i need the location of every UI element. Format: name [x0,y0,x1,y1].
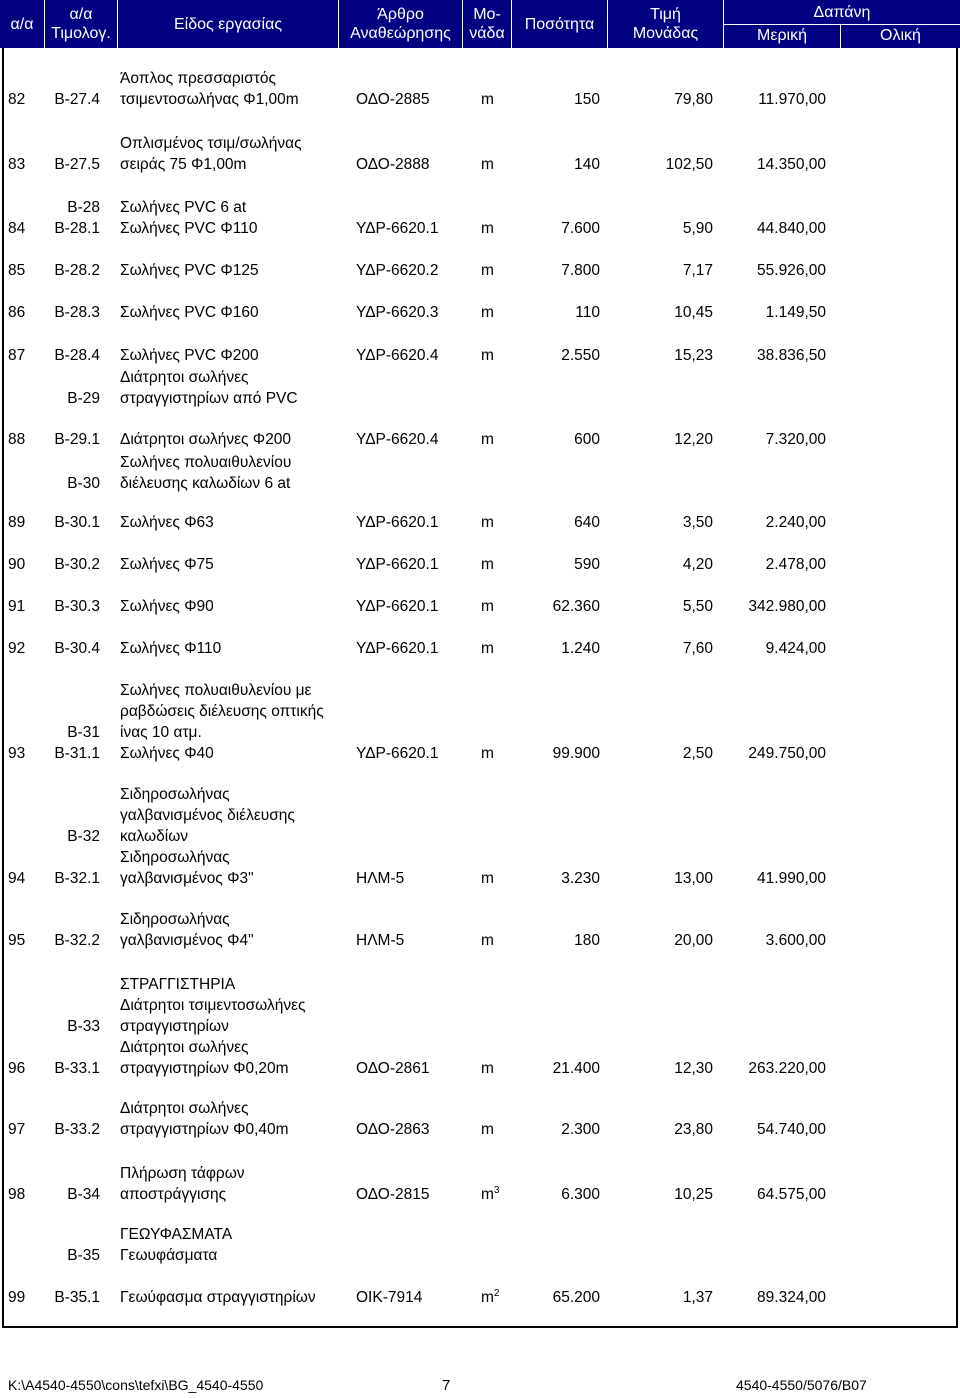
row-aa: 90 [8,556,26,573]
row-partial-cost: 44.840,00 [757,220,826,237]
row-description-line: στραγγιστηρίων από PVC [120,390,298,407]
table-row [0,1098,960,1140]
row-aa: 83 [8,156,26,173]
row-description-line: Σωλήνες Φ75 [120,556,214,573]
row-quantity: 2.550 [561,347,600,364]
table-row [0,197,960,218]
row-unit [481,218,494,239]
header-quantity [512,0,607,48]
row-unit-value: m [481,640,494,657]
row-unit-value: m [481,1186,494,1203]
row-unit-price: 2,50 [682,745,713,762]
table-row [0,345,960,366]
row-description-line: Σωλήνες PVC Φ110 [120,220,258,237]
row-quantity: 590 [574,556,600,573]
row-article: ΗΛΜ-5 [356,932,405,949]
table-row [0,133,960,175]
footer-path: K:\A4540-4550\cons\tefxi\BG_4540-4550 [8,1377,264,1393]
header-article-line1: Άρθρο [377,6,424,23]
header-article [339,0,462,48]
row-code: Β-29.1 [54,431,100,448]
row-code: Β-31 [67,724,100,741]
row-article: ΥΔΡ-6620.1 [356,556,439,573]
row-article: ΥΔΡ-6620.1 [356,745,439,762]
header-aa-timolog [45,0,117,48]
row-aa: 88 [8,431,26,448]
row-description-line: Διάτρητοι σωλήνες Φ200 [120,431,291,448]
row-partial-cost: 41.990,00 [757,870,826,887]
row-aa: 94 [8,870,26,887]
row-partial-cost: 249.750,00 [748,745,826,762]
header-unit [463,0,511,48]
row-partial-cost: 2.240,00 [765,514,826,531]
row-quantity: 110 [575,304,600,321]
row-quantity: 7.600 [561,220,600,237]
row-article: ΟΙΚ-7914 [356,1289,423,1306]
row-description-line: Διάτρητοι τσιμεντοσωλήνες [120,997,306,1014]
row-code: Β-30.3 [54,598,100,615]
row-partial-cost: 11.970,00 [758,91,826,108]
row-unit-value: m [481,870,494,887]
row-article: ΥΔΡ-6620.3 [356,304,439,321]
header-aa-timolog-line1: α/α [69,6,93,23]
table-row [0,1163,960,1205]
row-unit-value: m [481,220,494,237]
row-unit [481,1184,499,1205]
row-description-line: Σωλήνες Φ40 [120,745,214,762]
header-cost [724,0,960,24]
table-row [0,429,960,450]
row-description-line: Σωλήνες Φ110 [120,640,222,657]
row-partial-cost: 2.478,00 [765,556,826,573]
footer-reference: 4540-4550/5076/B07 [736,1377,867,1393]
row-unit-price: 1,37 [682,1289,713,1306]
row-description-line: Γεωυφάσματα [120,1247,218,1264]
row-partial-cost: 55.926,00 [757,262,826,279]
table-row [0,974,960,1037]
row-aa: 96 [8,1060,26,1077]
row-quantity: 65.200 [552,1289,600,1306]
row-unit-value: m [481,347,494,364]
row-unit-price: 20,00 [674,932,713,949]
row-description-line: Σωλήνες PVC Φ160 [120,304,259,321]
row-quantity: 640 [574,514,600,531]
row-unit-price: 79,80 [674,91,713,108]
row-aa: 93 [8,745,26,762]
row-aa: 87 [8,347,26,364]
row-article: ΟΔΟ-2861 [356,1060,430,1077]
row-aa: 91 [8,598,26,615]
row-aa: 95 [8,932,26,949]
footer-page-number: 7 [442,1377,451,1394]
row-partial-cost: 342.980,00 [748,598,826,615]
row-unit [481,1287,499,1308]
row-unit-value: m [481,1121,494,1138]
row-aa: 97 [8,1121,26,1138]
row-description-line: σειράς 75 Φ1,00m [120,156,247,173]
row-article: ΥΔΡ-6620.1 [356,220,439,237]
row-unit [481,345,494,366]
row-quantity: 600 [574,431,600,448]
row-unit-price: 10,25 [674,1186,713,1203]
row-unit-value: m [481,262,494,279]
header-aa [0,0,44,48]
row-code: Β-27.4 [54,91,100,108]
row-description-line: γαλβανισμένος Φ4" [120,932,254,949]
row-code: Β-30.1 [54,514,100,531]
row-unit [481,1058,494,1079]
row-article: ΟΔΟ-2885 [356,91,430,108]
row-unit-price: 5,90 [682,220,713,237]
row-unit-price: 4,20 [682,556,713,573]
table-row [0,452,960,494]
row-code: Β-28 [67,199,100,216]
row-partial-cost: 9.424,00 [765,640,826,657]
table-row [0,596,960,617]
row-unit-price: 7,60 [682,640,713,657]
row-unit [481,930,494,951]
table-row [0,743,960,764]
row-unit-value: m [481,156,494,173]
row-quantity: 62.360 [552,598,600,615]
row-description-line: Σιδηροσωλήνας [120,911,230,928]
row-aa: 84 [8,220,26,237]
row-unit-price: 102,50 [665,156,713,173]
row-aa: 99 [8,1289,26,1306]
row-description-line: Γεωύφασμα στραγγιστηρίων [120,1289,316,1306]
row-unit-value: m [481,514,494,531]
row-code: Β-32.2 [54,932,100,949]
row-partial-cost: 14.350,00 [757,156,826,173]
row-description-line: ΓΕΩΥΦΑΣΜΑΤΑ [120,1226,233,1243]
row-article: ΥΔΡ-6620.1 [356,514,439,531]
row-unit-exponent: 3 [493,1185,500,1196]
row-partial-cost: 3.600,00 [765,932,826,949]
table-row [0,1037,960,1079]
row-quantity: 6.300 [561,1186,600,1203]
table-row [0,260,960,281]
row-unit-exponent: 2 [493,1288,500,1299]
row-code: Β-33.2 [54,1121,100,1138]
table-row [0,680,960,743]
row-aa: 85 [8,262,26,279]
row-unit [481,638,494,659]
table-row [0,218,960,239]
row-description-line: Σιδηροσωλήνας [120,786,230,803]
row-description-line: Σωλήνες Φ90 [120,598,214,615]
row-article: ΟΔΟ-2863 [356,1121,430,1138]
row-unit-price: 12,20 [674,431,713,448]
row-unit [481,429,494,450]
row-description-line: ΣΤΡΑΓΓΙΣΤΗΡΙΑ [120,976,236,993]
row-unit-price: 5,50 [682,598,713,615]
row-partial-cost: 1.149,50 [765,304,826,321]
row-unit [481,512,494,533]
row-quantity: 3.230 [561,870,600,887]
row-description-line: τσιμεντοσωλήνας Φ1,00m [120,91,299,108]
row-partial-cost: 89.324,00 [757,1289,826,1306]
header-partial-label: Μερική [756,27,807,44]
row-description-line: Διάτρητοι σωλήνες [120,1100,249,1117]
row-unit-value: m [481,556,494,573]
row-description-line: Σιδηροσωλήνας [120,849,230,866]
row-quantity: 21.400 [552,1060,600,1077]
header-unit-line2: νάδα [469,25,505,42]
row-partial-cost: 7.320,00 [765,431,826,448]
row-unit [481,554,494,575]
row-partial-cost: 263.220,00 [748,1060,826,1077]
row-description-line: διέλευσης καλωδίων 6 at [120,475,291,492]
row-article: ΥΔΡ-6620.1 [356,598,439,615]
row-quantity: 150 [574,91,600,108]
header-unit-price [608,0,723,48]
row-article: ΟΔΟ-2815 [356,1186,430,1203]
row-quantity: 99.900 [552,745,600,762]
row-quantity: 7.800 [561,262,600,279]
table-row [0,68,960,110]
row-unit-value: m [481,91,494,108]
row-code: Β-30.2 [54,556,100,573]
row-unit-value: m [481,304,494,321]
row-description-line: Άοπλος πρεσσαριστός [120,70,276,87]
row-unit [481,1119,494,1140]
row-code: Β-34 [67,1186,100,1203]
row-unit [481,260,494,281]
table-row [0,638,960,659]
row-unit-price: 23,80 [674,1121,713,1138]
row-unit [481,154,494,175]
table-row [0,302,960,323]
row-code: Β-28.2 [54,262,100,279]
row-article: ΟΔΟ-2888 [356,156,430,173]
row-description-line: γαλβανισμένος διέλευσης [120,807,295,824]
row-unit-price: 3,50 [682,514,713,531]
row-aa: 92 [8,640,26,657]
row-aa: 82 [8,91,26,108]
row-description-line: Διάτρητοι σωλήνες [120,369,249,386]
row-description-line: αποστράγγισης [120,1186,227,1203]
header-work-type [118,0,338,48]
header-partial [724,24,840,48]
row-unit [481,302,494,323]
row-unit-price: 13,00 [674,870,713,887]
header-aa-timolog-line2: Τιμολογ. [51,25,111,42]
row-description-line: στραγγιστηρίων Φ0,40m [120,1121,289,1138]
row-unit-price: 12,30 [674,1060,713,1077]
row-article: ΥΔΡ-6620.1 [356,640,439,657]
header-cost-label: Δαπάνη [813,3,871,21]
header-unit-price-line2: Μονάδας [632,25,699,42]
row-code: Β-35 [67,1247,100,1264]
row-description-line: ραβδώσεις διέλευσης οπτικής [120,703,324,720]
row-code: Β-32.1 [54,870,100,887]
row-description-line: Οπλισμένος τσιμ/σωλήνας [120,135,302,152]
row-partial-cost: 64.575,00 [757,1186,826,1203]
header-quantity-label: Ποσότητα [524,15,595,33]
row-code: Β-27.5 [54,156,100,173]
row-description-line: Σωλήνες πολυαιθυλενίου με [120,682,312,699]
row-unit-price: 7,17 [682,262,713,279]
row-description-line: Διάτρητοι σωλήνες [120,1039,249,1056]
header-unit-line1: Μο- [473,6,501,23]
row-code: Β-28.1 [54,220,100,237]
row-unit [481,596,494,617]
row-description-line: καλωδίων [120,828,189,845]
row-code: Β-30 [67,475,100,492]
row-code: Β-32 [67,828,100,845]
row-description-line: γαλβανισμένος Φ3" [120,870,254,887]
row-unit-price: 15,23 [674,347,713,364]
row-partial-cost: 54.740,00 [757,1121,826,1138]
row-unit [481,868,494,889]
row-code: Β-28.3 [54,304,100,321]
row-description-line: Σωλήνες Φ63 [120,514,214,531]
table-row [0,554,960,575]
header-unit-price-line1: Τιμή [650,6,681,23]
table-row [0,512,960,533]
row-unit-value: m [481,1060,494,1077]
row-aa: 98 [8,1186,26,1203]
row-code: Β-33 [67,1018,100,1035]
row-description-line: ίνας 10 ατμ. [120,724,202,741]
row-quantity: 1.240 [561,640,600,657]
row-description-line: Σωλήνες PVC Φ125 [120,262,259,279]
row-unit-value: m [481,1289,494,1306]
row-unit-value: m [481,598,494,615]
table-row [0,909,960,951]
row-article: ΗΛΜ-5 [356,870,405,887]
row-code: Β-35.1 [54,1289,100,1306]
header-sep-partial-total [840,24,841,48]
row-quantity: 140 [574,156,600,173]
row-quantity: 180 [574,932,600,949]
row-description-line: Σωλήνες PVC Φ200 [120,347,259,364]
table-row [0,847,960,889]
table-row [0,367,960,409]
row-description-line: Σωλήνες PVC 6 at [120,199,247,216]
row-article: ΥΔΡ-6620.4 [356,347,439,364]
header-article-line2: Αναθεώρησης [350,25,451,42]
header-aa-label: α/α [10,15,34,33]
row-unit-value: m [481,431,494,448]
row-code: Β-28.4 [54,347,100,364]
row-unit [481,89,494,110]
row-code: Β-31.1 [54,745,100,762]
row-unit [481,743,494,764]
row-code: Β-33.1 [54,1060,100,1077]
row-aa: 86 [8,304,26,321]
header-divider [724,24,960,25]
row-unit-value: m [481,745,494,762]
header-work-type-label: Είδος εργασίας [173,15,283,33]
table-row [0,1287,960,1308]
header-total [841,24,960,48]
table-row [0,1224,960,1266]
header-total-label: Ολική [880,27,921,44]
row-aa: 89 [8,514,26,531]
table-row [0,784,960,847]
row-article: ΥΔΡ-6620.2 [356,262,439,279]
row-unit-value: m [481,932,494,949]
row-unit-price: 10,45 [674,304,713,321]
row-article: ΥΔΡ-6620.4 [356,431,439,448]
row-code: Β-29 [67,390,100,407]
row-quantity: 2.300 [561,1121,600,1138]
row-code: Β-30.4 [54,640,100,657]
row-description-line: στραγγιστηρίων [120,1018,229,1035]
row-partial-cost: 38.836,50 [757,347,826,364]
row-description-line: Πλήρωση τάφρων [120,1165,245,1182]
row-description-line: Σωλήνες πολυαιθυλενίου [120,454,292,471]
row-description-line: στραγγιστηρίων Φ0,20m [120,1060,289,1077]
